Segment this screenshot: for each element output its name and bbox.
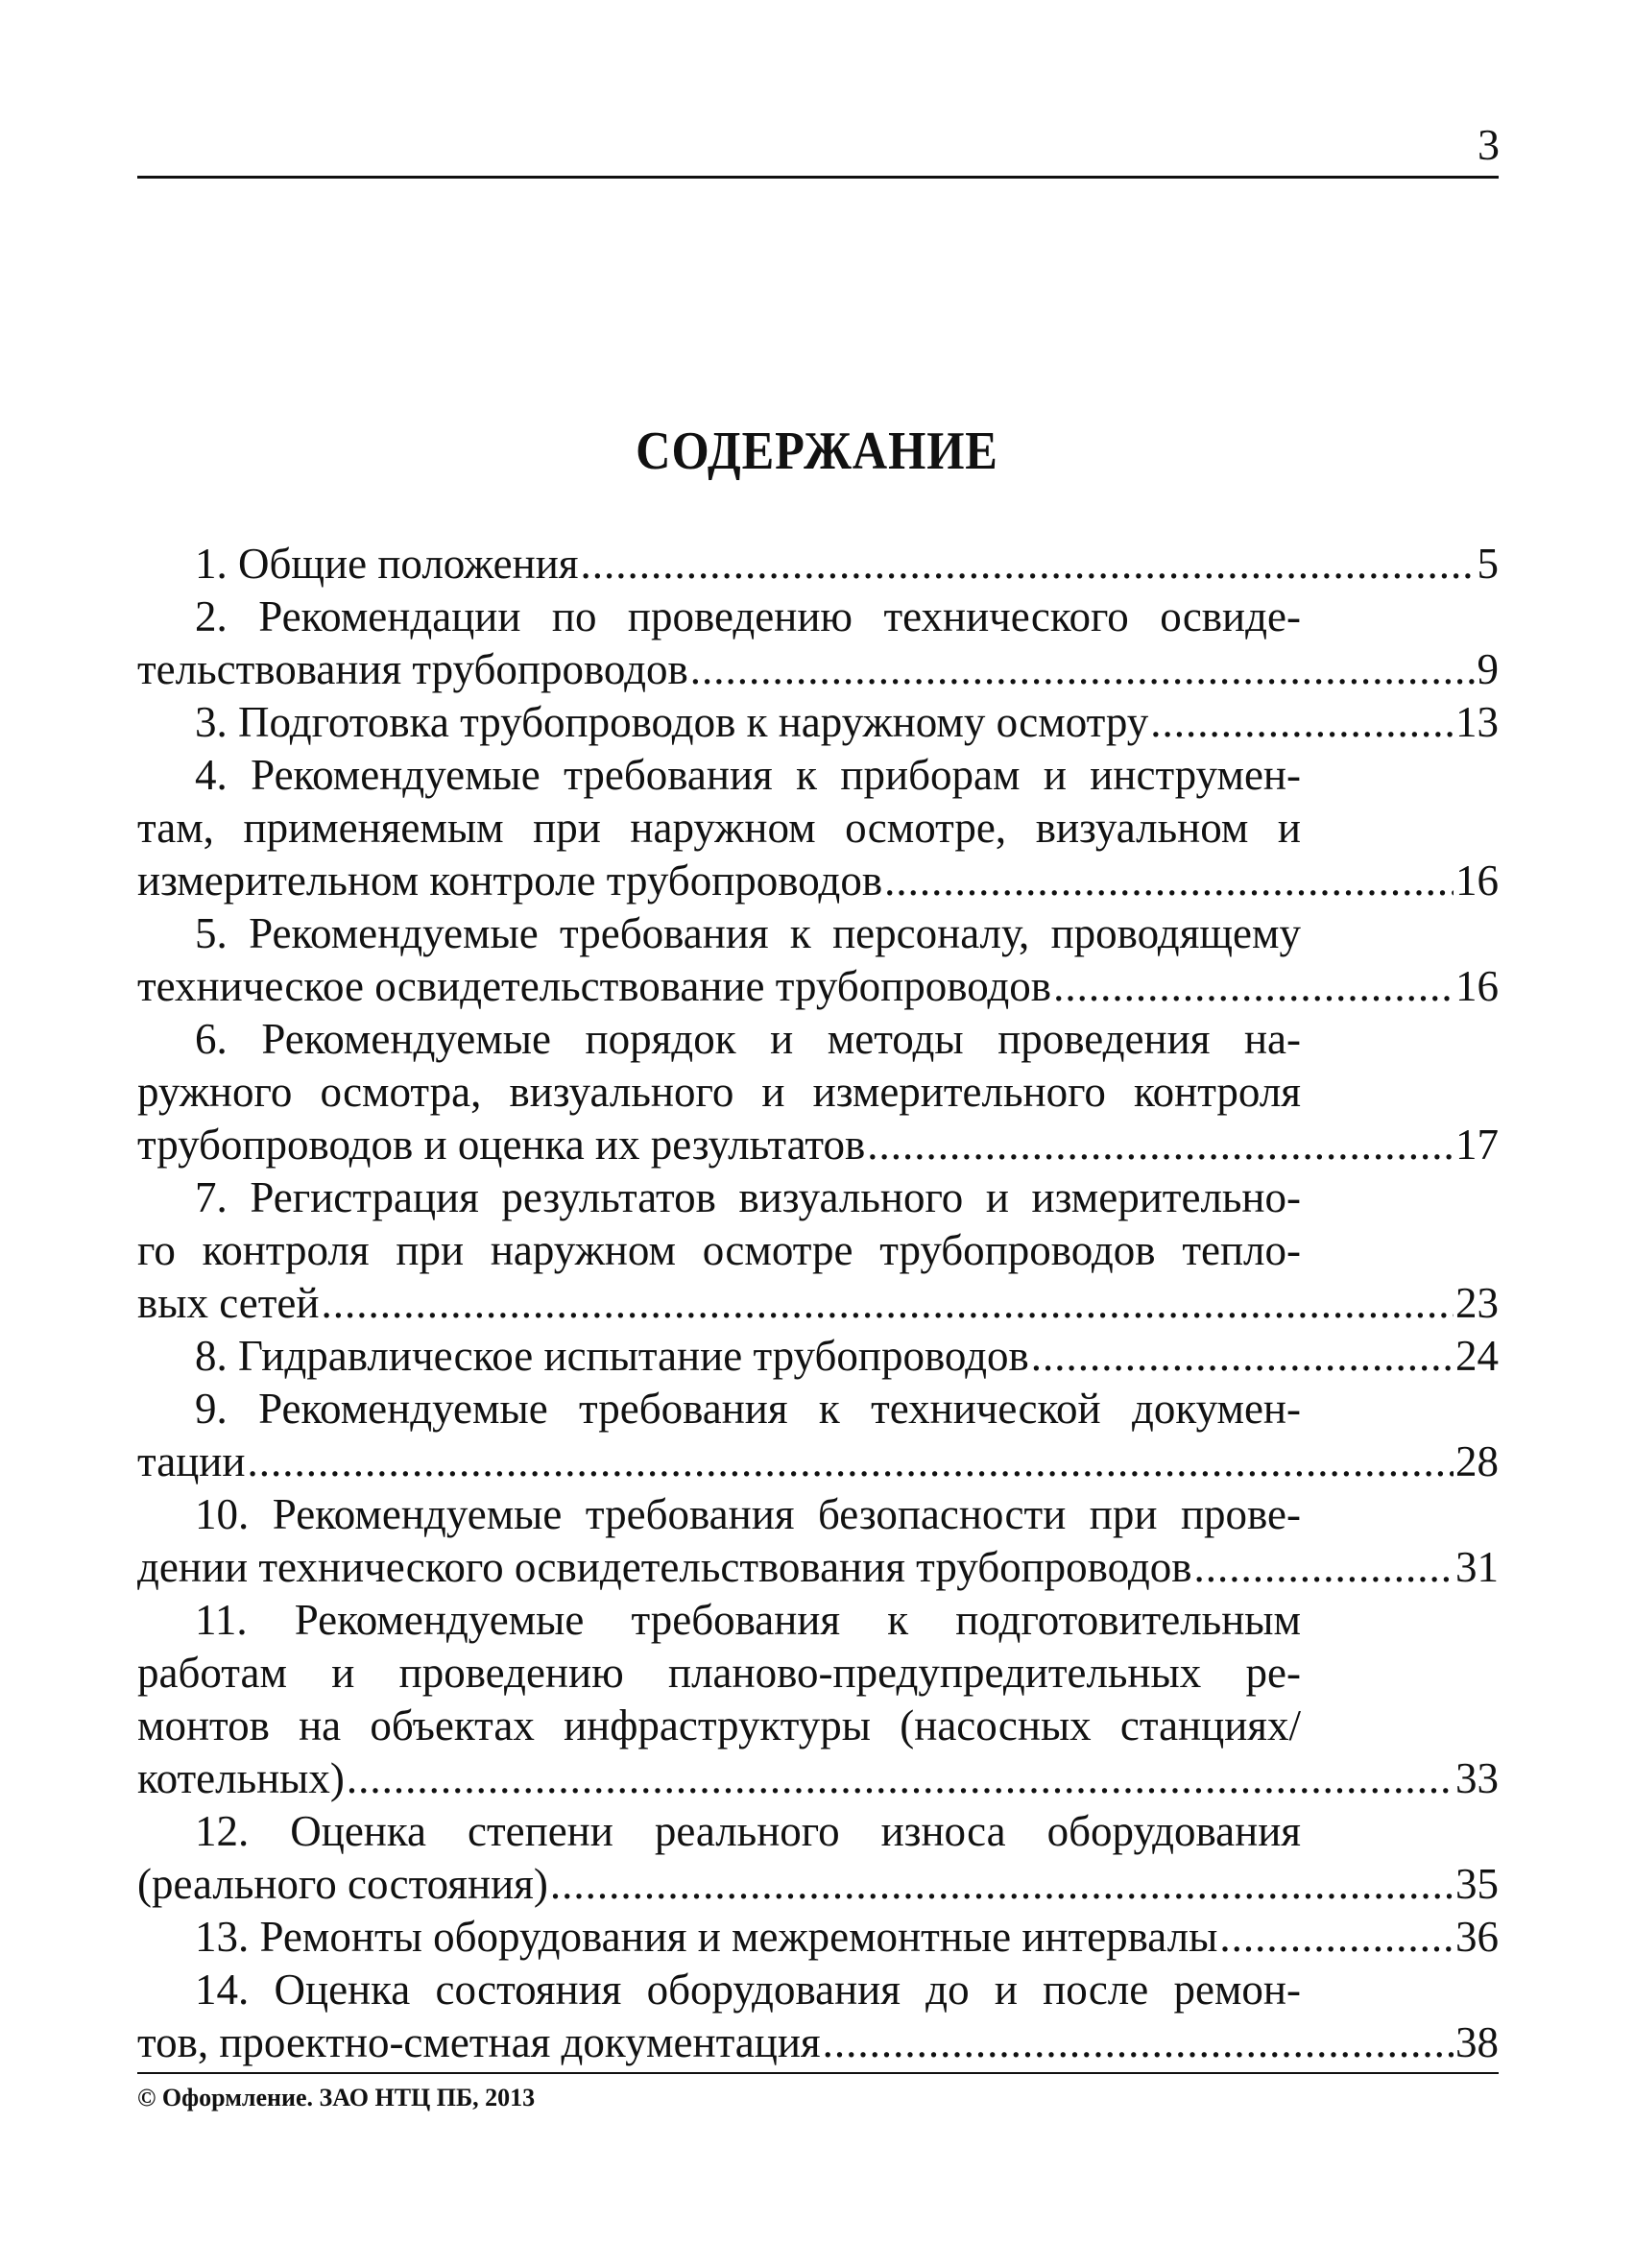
toc-entry-text: измерительном контроле трубопроводов xyxy=(137,857,883,905)
toc-line xyxy=(137,907,1499,960)
toc-leader-dots xyxy=(581,538,1476,591)
toc-page-number: 24 xyxy=(1455,1332,1499,1380)
toc-title: СОДЕРЖАНИЕ xyxy=(636,422,998,481)
toc-line xyxy=(137,591,1499,643)
toc-entry-text: 1. Общие положения xyxy=(195,540,579,588)
toc-leader-dots xyxy=(321,1277,1454,1330)
table-of-contents xyxy=(137,538,1499,2069)
toc-line xyxy=(137,1066,1499,1119)
toc-leader-dots xyxy=(867,1119,1454,1171)
toc-entry-text: 13. Ремонты оборудования и межремонтные интервалы xyxy=(195,1913,1218,1961)
toc-page-number: 16 xyxy=(1455,857,1499,905)
toc-entry-text: тов, проектно-сметная документация xyxy=(137,2018,821,2066)
toc-leader-dots xyxy=(1150,696,1454,749)
toc-line xyxy=(137,538,1499,591)
toc-page-number: 36 xyxy=(1455,1913,1499,1961)
toc-leader-dots xyxy=(347,1752,1454,1805)
toc-entry-text: го контроля при наружном осмотре трубопроводов тепло- xyxy=(137,1226,1301,1274)
toc-entry-text: 7. Регистрация результатов визуального и измерительно- xyxy=(195,1173,1301,1221)
toc-page-number: 35 xyxy=(1455,1860,1499,1908)
toc-entry[interactable] xyxy=(137,1594,1499,1805)
toc-entry-text: дении технического освидетельствования трубопроводов xyxy=(137,1543,1192,1591)
toc-line xyxy=(137,1700,1499,1752)
toc-entry[interactable] xyxy=(137,1805,1499,1911)
toc-entry-text: 12. Оценка степени реального износа оборудования xyxy=(195,1807,1301,1855)
toc-line xyxy=(137,1330,1499,1383)
toc-page-number: 28 xyxy=(1455,1437,1499,1485)
toc-leader-dots xyxy=(884,855,1454,907)
toc-entry[interactable] xyxy=(137,538,1499,591)
toc-entry-text: 11. Рекомендуемые требования к подготовительным xyxy=(195,1596,1301,1644)
toc-page-number: 17 xyxy=(1455,1121,1499,1169)
toc-entry[interactable] xyxy=(137,907,1499,1013)
toc-entry-text: 2. Рекомендации по проведению технического освиде- xyxy=(195,592,1301,640)
footer-rule xyxy=(137,2072,1499,2074)
toc-entry[interactable] xyxy=(137,749,1499,907)
toc-line xyxy=(137,1647,1499,1700)
toc-entry[interactable] xyxy=(137,1330,1499,1383)
toc-entry-text: вых сетей xyxy=(137,1279,320,1327)
toc-entry-text: 3. Подготовка трубопроводов к наружному осмотру xyxy=(195,698,1149,746)
toc-line xyxy=(137,1594,1499,1647)
toc-entry-text: тации xyxy=(137,1437,246,1485)
toc-entry-text: там, применяемым при наружном осмотре, визуальном и xyxy=(137,804,1301,852)
toc-entry[interactable] xyxy=(137,591,1499,696)
toc-line xyxy=(137,1119,1499,1171)
toc-line xyxy=(137,696,1499,749)
toc-entry-text: техническое освидетельствование трубопроводов xyxy=(137,962,1052,1010)
toc-entry-text: 8. Гидравлическое испытание трубопроводов xyxy=(195,1332,1029,1380)
toc-line xyxy=(137,960,1499,1013)
toc-leader-dots xyxy=(247,1436,1454,1488)
toc-leader-dots xyxy=(823,2016,1454,2069)
toc-entry[interactable] xyxy=(137,1964,1499,2069)
header-rule xyxy=(137,176,1499,179)
copyright-notice: © Оформление. ЗАО НТЦ ПБ, 2013 xyxy=(137,2084,536,2111)
toc-line xyxy=(137,1436,1499,1488)
toc-line xyxy=(137,1013,1499,1066)
toc-line xyxy=(137,802,1499,855)
toc-entry[interactable] xyxy=(137,1488,1499,1594)
toc-line xyxy=(137,855,1499,907)
toc-entry-text: трубопроводов и оценка их результатов xyxy=(137,1121,866,1169)
toc-entry-text: тельствования трубопроводов xyxy=(137,645,688,693)
toc-line xyxy=(137,1541,1499,1594)
toc-line xyxy=(137,1224,1499,1277)
toc-entry-text: ружного осмотра, визуального и измерительного контроля xyxy=(137,1068,1301,1116)
toc-line xyxy=(137,1277,1499,1330)
toc-line xyxy=(137,1805,1499,1858)
toc-line xyxy=(137,1964,1499,2016)
page-number: 3 xyxy=(1478,120,1500,169)
toc-page-number: 23 xyxy=(1455,1279,1499,1327)
toc-page-number: 13 xyxy=(1455,698,1499,746)
toc-line xyxy=(137,1858,1499,1911)
toc-leader-dots xyxy=(1193,1541,1454,1594)
toc-entry-text: работам и проведению планово-предупредительных ре- xyxy=(137,1649,1301,1697)
toc-entry-text: монтов на объектах инфраструктуры (насосных станциях/ xyxy=(137,1701,1301,1749)
toc-line xyxy=(137,749,1499,802)
toc-leader-dots xyxy=(690,643,1476,696)
toc-leader-dots xyxy=(550,1858,1454,1911)
toc-leader-dots xyxy=(1031,1330,1454,1383)
toc-entry[interactable] xyxy=(137,1383,1499,1488)
toc-line xyxy=(137,643,1499,696)
toc-line xyxy=(137,1752,1499,1805)
toc-line xyxy=(137,2016,1499,2069)
toc-page-number: 31 xyxy=(1455,1543,1499,1591)
toc-line xyxy=(137,1171,1499,1224)
toc-entry-text: 4. Рекомендуемые требования к приборам и инструмен- xyxy=(195,751,1301,799)
toc-entry-text: 14. Оценка состояния оборудования до и после ремон- xyxy=(195,1966,1301,2014)
toc-entry-text: 9. Рекомендуемые требования к технической докумен- xyxy=(195,1385,1301,1433)
toc-page-number: 33 xyxy=(1455,1754,1499,1802)
toc-entry-text: 6. Рекомендуемые порядок и методы проведения на- xyxy=(195,1015,1301,1063)
toc-entry[interactable] xyxy=(137,1171,1499,1330)
toc-entry-text: (реального состояния) xyxy=(137,1860,548,1908)
toc-entry[interactable] xyxy=(137,696,1499,749)
toc-entry[interactable] xyxy=(137,1013,1499,1171)
toc-line xyxy=(137,1383,1499,1436)
toc-page-number: 5 xyxy=(1477,540,1499,588)
toc-entry-text: котельных) xyxy=(137,1754,345,1802)
toc-line xyxy=(137,1488,1499,1541)
toc-page-number: 9 xyxy=(1477,645,1499,693)
toc-page-number: 16 xyxy=(1455,962,1499,1010)
toc-entry-text: 5. Рекомендуемые требования к персоналу, проводящему xyxy=(195,909,1301,957)
toc-leader-dots xyxy=(1053,960,1454,1013)
toc-page-number: 38 xyxy=(1455,2018,1499,2066)
toc-leader-dots xyxy=(1219,1911,1454,1964)
toc-entry[interactable] xyxy=(137,1911,1499,1964)
toc-entry-text: 10. Рекомендуемые требования безопасности при прове- xyxy=(195,1490,1301,1538)
toc-line xyxy=(137,1911,1499,1964)
